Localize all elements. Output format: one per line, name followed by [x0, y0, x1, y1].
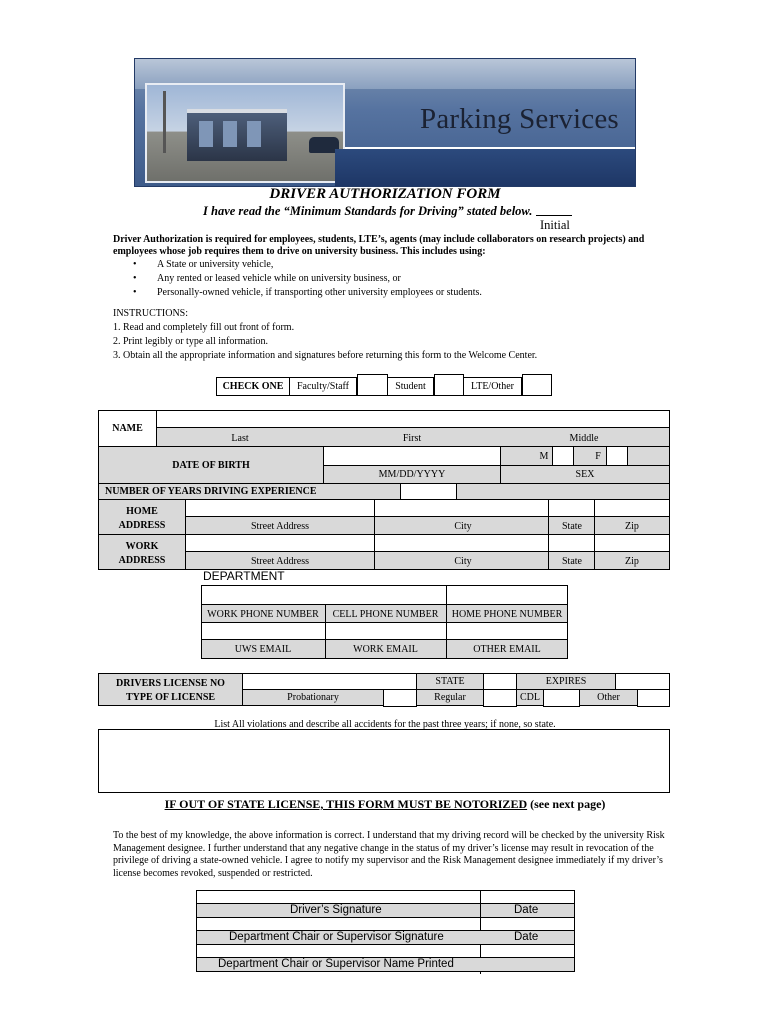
divider — [548, 516, 549, 535]
expires-label-cell — [516, 673, 616, 690]
middle-caption: Middle — [569, 433, 599, 444]
faculty-staff-cell — [289, 377, 357, 396]
probationary-cell — [242, 689, 384, 706]
dob-label: DATE OF BIRTH — [172, 460, 250, 471]
instruction-step: 3. Obtain all the appropriate information and signatures before returning this form to the Welcome Center. — [113, 350, 538, 361]
city-caption: City — [454, 556, 472, 567]
instruction-step: 2. Print legibly or type all information. — [113, 336, 268, 347]
supervisor-signature-field[interactable] — [196, 917, 575, 931]
state-label-cell — [416, 673, 484, 690]
zip-caption: Zip — [625, 521, 639, 532]
license-state-input[interactable] — [483, 673, 517, 690]
option-faculty-staff: Faculty/Staff — [296, 381, 350, 392]
work-phone-caption: WORK PHONE NUMBER — [207, 609, 319, 620]
faculty-staff-checkbox[interactable] — [357, 374, 388, 396]
date-label: Date — [514, 904, 539, 916]
license-label-cell — [98, 673, 243, 706]
divider — [594, 534, 595, 570]
home-address-input[interactable] — [185, 499, 670, 517]
license-expires-input[interactable] — [615, 673, 670, 690]
instructions-heading: INSTRUCTIONS: — [113, 308, 189, 319]
vehicle-list — [113, 258, 653, 300]
driver-signature-label: Driver’s Signature — [290, 904, 382, 916]
student-checkbox[interactable] — [434, 374, 464, 396]
divider — [374, 534, 375, 570]
list-item: • Any rented or leased vehicle while on university business, or — [113, 272, 653, 286]
probationary-label: Probationary — [287, 692, 339, 703]
cdl-cell — [516, 689, 544, 706]
department-input[interactable] — [201, 585, 568, 605]
first-caption: First — [402, 433, 422, 444]
sex-label: SEX — [575, 469, 595, 480]
other-cell — [579, 689, 638, 706]
supervisor-signature-label: Department Chair or Supervisor Signature — [229, 931, 444, 943]
sex-m-checkbox[interactable] — [552, 446, 574, 466]
years-input[interactable] — [400, 483, 457, 500]
phone-input-row[interactable] — [201, 622, 568, 640]
license-state-label: STATE — [435, 676, 465, 687]
state-caption: State — [562, 556, 582, 567]
name-label-cell — [98, 410, 157, 447]
license-number-input[interactable] — [242, 673, 417, 690]
years-label-cell — [98, 483, 401, 500]
sex-f-checkbox[interactable] — [606, 446, 628, 466]
divider — [594, 516, 595, 535]
option-student: Student — [395, 381, 426, 392]
window — [247, 121, 261, 147]
years-label: NUMBER OF YEARS DRIVING EXPERIENCE — [105, 486, 317, 497]
date-label: Date — [514, 931, 539, 943]
notarize-warning: IF OUT OF STATE LICENSE, THIS FORM MUST BE NOTORIZED — [164, 797, 528, 811]
instructions — [113, 307, 537, 363]
street-caption: Street Address — [250, 556, 310, 567]
list-item: • Personally-owned vehicle, if transporting other university employees or students. — [113, 286, 653, 300]
light-pole — [163, 91, 166, 153]
supervisor-name-label: Department Chair or Supervisor Name Printed — [218, 958, 454, 970]
dob-caption-cell — [323, 465, 501, 484]
initial-label: Initial — [540, 218, 570, 232]
lte-other-checkbox[interactable] — [522, 374, 552, 396]
uws-email-caption: UWS EMAIL — [234, 644, 292, 655]
last-caption: Last — [231, 433, 249, 444]
sex-options-cell — [500, 446, 670, 466]
regular-checkbox[interactable] — [483, 689, 517, 707]
home-label-line1: HOME — [126, 506, 158, 517]
check-one-label-cell — [216, 377, 290, 396]
initial-line[interactable] — [536, 215, 572, 216]
regular-label: Regular — [434, 692, 466, 703]
home-label-line2: ADDRESS — [118, 520, 166, 531]
banner-title: Parking Services — [420, 103, 619, 135]
see-next-page: (see next page) — [530, 797, 606, 811]
divider — [374, 516, 375, 535]
supervisor-name-field[interactable] — [196, 944, 575, 958]
building-photo — [145, 83, 345, 183]
street-caption: Street Address — [250, 521, 310, 532]
years-filler — [456, 483, 670, 500]
cell-phone-caption: CELL PHONE NUMBER — [332, 609, 439, 620]
standards-statement: I have read the “Minimum Standards for Driving” stated below. — [203, 204, 533, 218]
work-label-line2: ADDRESS — [118, 555, 166, 566]
home-phone-caption: HOME PHONE NUMBER — [451, 609, 563, 620]
name-input[interactable] — [156, 410, 670, 428]
department-label: DEPARTMENT — [203, 569, 285, 583]
sex-m-label: M — [539, 451, 549, 462]
dob-label-cell — [98, 446, 324, 484]
divider — [548, 534, 549, 570]
license-expires-label: EXPIRES — [545, 676, 587, 687]
violations-textarea[interactable] — [98, 729, 670, 793]
window — [223, 121, 237, 147]
license-type-label: TYPE OF LICENSE — [125, 692, 216, 703]
student-cell — [388, 377, 434, 396]
dob-format: MM/DD/YYYY — [378, 469, 446, 480]
zip-caption: Zip — [625, 556, 639, 567]
instruction-step: 1. Read and completely fill out front of form. — [113, 322, 295, 333]
other-email-caption: OTHER EMAIL — [473, 644, 541, 655]
window — [199, 121, 213, 147]
violations-label: List All violations and describe all accidents for the past three years; if none, so state. — [214, 719, 556, 730]
out-of-state-notice — [0, 797, 770, 812]
other-checkbox[interactable] — [637, 689, 670, 707]
certification-text: To the best of my knowledge, the above information is correct. I understand that my driving record will be checked by the university Risk Management designee. I further understand that any negative change in the status of my driver’s license may result in revocation of the privilege of driving a state-owned vehicle. I agree to notify my supervisor and the Risk Management designee immediately if my driver’s license becomes revoked, suspended or restricted. — [113, 830, 665, 879]
list-item: • A State or university vehicle, — [113, 258, 653, 272]
divider — [446, 585, 447, 605]
probationary-checkbox[interactable] — [383, 689, 417, 707]
name-label: NAME — [112, 423, 143, 434]
work-address-label-cell — [98, 534, 186, 570]
requirements-intro: Driver Authorization is required for employees, students, LTE’s, agents (may include collaborators on research projects) and employees whose job requires them to drive on university business. This includes using: — [113, 234, 645, 257]
city-caption: City — [454, 521, 472, 532]
cdl-label: CDL — [520, 692, 540, 703]
option-lte-other: LTE/Other — [471, 381, 514, 392]
work-email-caption: WORK EMAIL — [353, 644, 418, 655]
dob-input[interactable] — [323, 446, 501, 466]
check-one-label: CHECK ONE — [222, 381, 284, 392]
cdl-checkbox[interactable] — [543, 689, 580, 707]
lte-other-cell — [464, 377, 522, 396]
work-label-line1: WORK — [125, 541, 159, 552]
work-address-input[interactable] — [185, 534, 670, 552]
driver-signature-field[interactable] — [196, 890, 575, 904]
sex-f-label: F — [595, 451, 601, 462]
license-number-label: DRIVERS LICENSE NO — [116, 678, 225, 689]
regular-cell — [416, 689, 484, 706]
banner-band — [335, 149, 636, 187]
other-label: Other — [597, 692, 620, 703]
form-title: DRIVER AUTHORIZATION FORM — [269, 186, 501, 202]
home-address-label-cell — [98, 499, 186, 535]
state-caption: State — [562, 521, 582, 532]
sex-caption-cell — [500, 465, 670, 484]
